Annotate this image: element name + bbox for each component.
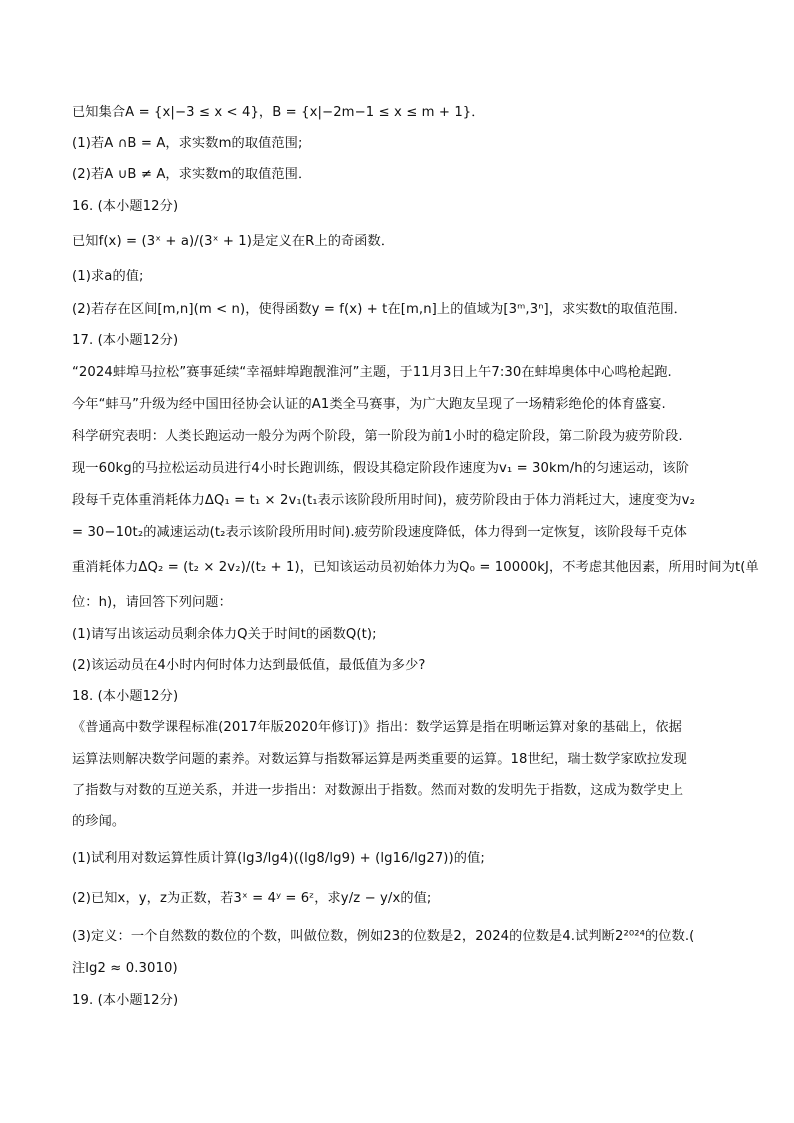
text-line: 现一60kg的马拉松运动员进行4小时长跑训练，假设其稳定阶段作速度为v₁ = 30km/h的匀速运动，该阶 [72,461,690,476]
text-line: 今年“蚌马”升级为经中国田径协会认证的A1类全马赛事，为广大跑友呈现了一场精彩绝伦的体育盛宴. [72,397,666,412]
text-line: 《普通高中数学课程标准(2017年版2020年修订)》指出：数学运算是指在明晰运算对象的基础上，依据 [72,720,682,735]
text-line: (3)定义：一个自然数的数位的个数，叫做位数，例如23的位数是2，2024的位数是4.试判断2²⁰²⁴的位数.( [72,929,695,944]
text-line: (1)若A ∩B = A，求实数m的取值范围; [72,136,303,151]
text-line: 注lg2 ≈ 0.3010) [72,961,178,976]
text-line: 重消耗体力ΔQ₂ = (t₂ × 2v₂)/(t₂ + 1)，已知该运动员初始体力为Q₀ = 10000kJ，不考虑其他因素，所用时间为t(单 [72,560,759,575]
text-line: (1)求a的值; [72,269,144,284]
text-line: (2)若A ∪B ≠ A，求实数m的取值范围． [72,167,312,182]
question-heading: 19. (本小题12分) [72,993,179,1008]
text-line: (2)该运动员在4小时内何时体力达到最低值，最低值为多少? [72,658,426,673]
text-line: (1)请写出该运动员剩余体力Q关于时间t的函数Q(t); [72,627,377,642]
text-line: 已知集合A = {x|−3 ≤ x < 4}，B = {x|−2m−1 ≤ x ≤ m + 1}． [72,105,485,120]
text-line: 已知f(x) = (3ˣ + a)/(3ˣ + 1)是定义在R上的奇函数． [72,234,395,249]
question-heading: 17. (本小题12分) [72,333,179,348]
text-line: 了指数与对数的互逆关系，并进一步指出：对数源出于指数。然而对数的发明先于指数，这成为数学史上 [72,783,684,798]
question-heading: 18. (本小题12分) [72,689,179,704]
text-line: 位：h)，请回答下列问题： [72,595,232,610]
text-line: 运算法则解决数学问题的素养。对数运算与指数幂运算是两类重要的运算。18世纪，瑞士数学家欧拉发现 [72,752,687,767]
text-line: (2)已知x，y，z为正数，若3ˣ = 4ʸ = 6ᶻ，求y/z − y/x的值; [72,891,432,906]
text-line: 科学研究表明：人类长跑运动一般分为两个阶段，第一阶段为前1小时的稳定阶段，第二阶段为疲劳阶段. [72,429,683,444]
text-line: 的珍闻。 [72,814,126,829]
text-line: “2024蚌埠马拉松”赛事延续“幸福蚌埠跑靓淮河”主题，于11月3日上午7:30在蚌埠奥体中心鸣枪起跑. [72,365,672,380]
question-heading: 16. (本小题12分) [72,199,179,214]
text-line: (2)若存在区间[m,n](m < n)，使得函数y = f(x) + t在[m,n]上的值域为[3ᵐ,3ⁿ]，求实数t的取值范围． [72,302,687,317]
text-line: 段每千克体重消耗体力ΔQ₁ = t₁ × 2v₁(t₁表示该阶段所用时间)，疲劳阶段由于体力消耗过大，速度变为v₂ [72,493,695,508]
text-line: = 30−10t₂的减速运动(t₂表示该阶段所用时间).疲劳阶段速度降低，体力得到一定恢复，该阶段每千克体 [72,525,687,540]
text-line: (1)试利用对数运算性质计算(lg3/lg4)((lg8/lg9) + (lg16/lg27))的值; [72,851,485,866]
